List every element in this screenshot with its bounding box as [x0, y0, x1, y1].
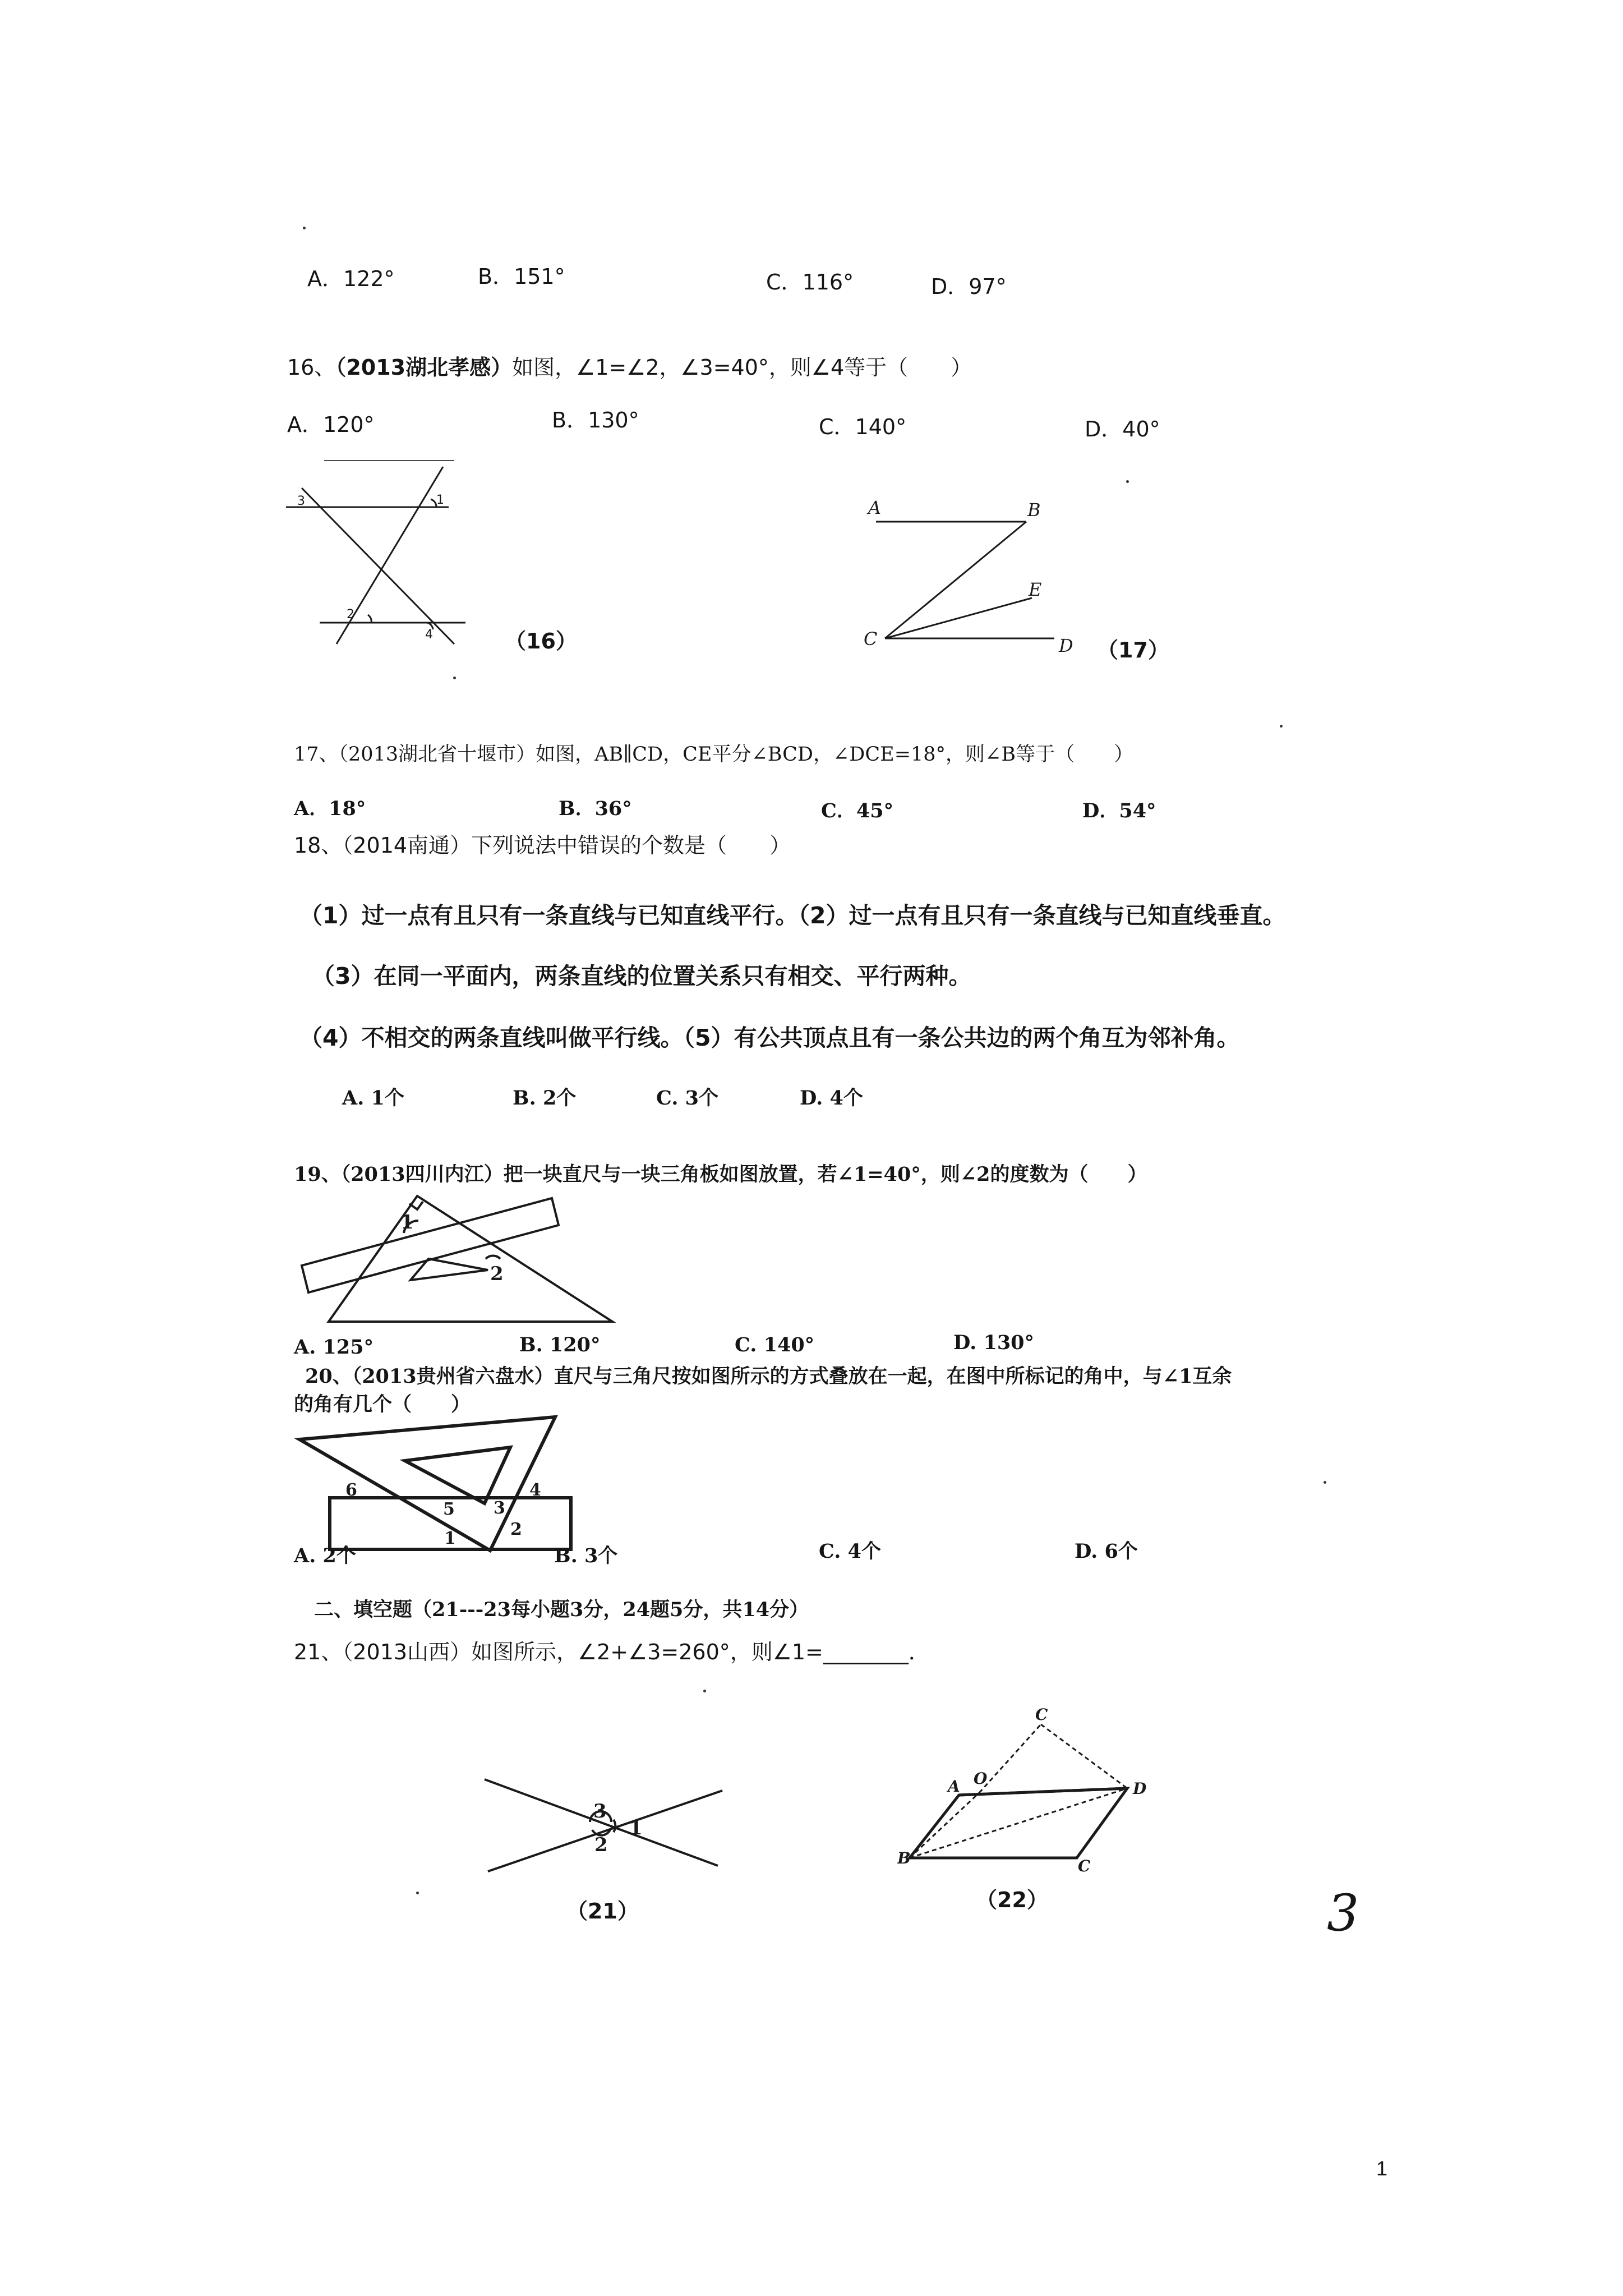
q15-option-c: C．116°: [766, 270, 854, 295]
q20-figure: [294, 1414, 585, 1554]
q21-label-1: 1: [629, 1817, 643, 1839]
q22-line-bo: [910, 1793, 979, 1858]
q19-label-2: 2: [490, 1263, 504, 1285]
scan-speck: [303, 227, 306, 229]
q17-figure-caption: （17）: [1097, 638, 1169, 662]
q20-option-c: C. 4个: [819, 1540, 881, 1563]
q22-figure: [897, 1700, 1189, 1885]
q21-blank: ________: [823, 1640, 909, 1664]
q16-number: 16、: [287, 355, 336, 380]
q16-figure: [286, 460, 533, 645]
q19-label-1: 1: [400, 1211, 414, 1234]
q16-label-1: 1: [436, 493, 444, 507]
q19-option-c: C. 140°: [735, 1333, 815, 1356]
q20-option-a: A. 2个: [294, 1544, 356, 1567]
q18-statement-3: （3）在同一平面内，两条直线的位置关系只有相交、平行两种。: [312, 963, 972, 990]
q16-option-c: C．140°: [819, 415, 907, 439]
q17-figure: [841, 488, 1105, 668]
q21-label-3: 3: [593, 1800, 607, 1823]
q22-label-e: C: [1035, 1705, 1048, 1724]
q18-option-a: A. 1个: [342, 1087, 404, 1110]
q16-option-b: B．130°: [552, 408, 639, 432]
q21-figure-caption: （21）: [566, 1899, 639, 1924]
q20-label-6: 6: [345, 1480, 357, 1500]
q20-set-square-inner: [405, 1447, 510, 1503]
q18-question: 18、（2014南通）下列说法中错误的个数是（ ）: [294, 833, 791, 858]
q20-option-d: D. 6个: [1075, 1540, 1138, 1563]
q16-label-2: 2: [347, 608, 354, 622]
q20-option-b: B. 3个: [554, 1544, 618, 1567]
q17-line-ce: [885, 598, 1032, 638]
q17-option-d: D．54°: [1082, 799, 1156, 822]
q18-option-c: C. 3个: [656, 1087, 718, 1110]
q19-question: 19、（2013四川内江）把一块直尺与一块三角板如图放置，若∠1=40°，则∠2的度数为（ ）: [294, 1163, 1147, 1186]
q22-line-oe: [979, 1724, 1041, 1793]
q17-label-e: E: [1029, 579, 1042, 600]
q16-stem: 如图，∠1=∠2，∠3=40°，则∠4等于（ ）: [512, 355, 972, 380]
handwritten-page-mark: 3: [1327, 1884, 1359, 1943]
q22-figure-caption: （22）: [976, 1888, 1048, 1912]
q18-statement-1-2: （1）过一点有且只有一条直线与已知直线平行。（2）过一点有且只有一条直线与已知直线垂直。: [299, 902, 1286, 929]
q16-option-d: D．40°: [1085, 417, 1160, 441]
q19-option-d: D. 130°: [953, 1331, 1035, 1354]
q15-option-d: D．97°: [931, 274, 1007, 299]
q22-label-o: O: [974, 1769, 988, 1788]
q21-label-2: 2: [594, 1834, 608, 1856]
q18-statement-4-5: （4）不相交的两条直线叫做平行线。（5）有公共顶点且有一条公共边的两个角互为邻补角。: [299, 1024, 1240, 1051]
q16-figure-caption: （16）: [505, 629, 577, 654]
q17-label-a: A: [868, 497, 882, 518]
q20-label-3: 3: [494, 1498, 505, 1518]
q19-triangle: [329, 1196, 612, 1322]
q22-line-bd: [910, 1788, 1127, 1858]
q20-label-5: 5: [443, 1499, 455, 1519]
q18-option-b: B. 2个: [513, 1087, 577, 1110]
q21-angle1-arc: [614, 1820, 615, 1832]
scan-speck: [416, 1892, 419, 1894]
q20-question-line1: 20、（2013贵州省六盘水）直尺与三角尺按如图所示的方式叠放在一起，在图中所标记的角中，与∠1互余: [305, 1365, 1232, 1388]
q22-label-b: B: [897, 1849, 911, 1867]
page-number: 1: [1376, 2157, 1388, 2180]
q17-option-c: C．45°: [821, 799, 894, 822]
q22-label-d: D: [1133, 1779, 1147, 1798]
q22-line-ed: [1041, 1724, 1127, 1788]
q16-transversal-a: [302, 488, 454, 644]
q19-figure: [294, 1187, 619, 1333]
scan-speck: [1126, 480, 1129, 483]
q19-option-b: B. 120°: [519, 1333, 601, 1356]
q17-label-b: B: [1027, 499, 1041, 521]
q20-label-1: 1: [444, 1529, 456, 1548]
q17-line-bc: [885, 522, 1026, 638]
q16-label-4: 4: [425, 628, 433, 642]
q21-text: 21、（2013山西）如图所示，∠2+∠3=260°，则∠1=: [294, 1640, 823, 1664]
q17-label-d: D: [1059, 635, 1073, 656]
q22-label-a: A: [948, 1777, 960, 1796]
q16-angle1-arc: [431, 499, 436, 507]
q16-source: （2013湖北孝感）: [335, 355, 513, 380]
q15-option-b: B．151°: [478, 264, 565, 289]
section-heading: 二、填空题（21---23每小题3分，24题5分，共14分）: [314, 1598, 809, 1621]
q16-label-3: 3: [297, 494, 305, 508]
q17-label-c: C: [864, 628, 878, 650]
q21-end: ．: [908, 1640, 930, 1664]
q17-option-b: B．36°: [559, 797, 632, 820]
q22-diagonal-ad: [959, 1788, 1127, 1795]
q19-option-a: A. 125°: [294, 1336, 374, 1359]
scan-speck: [1280, 725, 1283, 728]
q18-option-d: D. 4个: [800, 1087, 863, 1110]
q17-option-a: A．18°: [294, 797, 366, 820]
scan-speck: [453, 677, 456, 679]
scan-speck: [1324, 1481, 1326, 1484]
q17-question: 17、（2013湖北省十堰市）如图，AB∥CD，CE平分∠BCD，∠DCE=18°，则∠B等于（ ）: [294, 743, 1134, 766]
q16-question: [287, 357, 972, 378]
q20-label-2: 2: [510, 1520, 522, 1539]
q16-angle2-arc: [368, 615, 371, 623]
q16-option-a: A．120°: [287, 412, 375, 437]
scan-speck: [703, 1690, 706, 1692]
q21-figure: [482, 1767, 729, 1879]
q20-question-line2: 的角有几个（ ）: [294, 1393, 471, 1416]
q19-angle2-arc: [486, 1255, 500, 1259]
q21-question: [294, 1641, 930, 1663]
q20-label-4: 4: [529, 1480, 541, 1500]
q22-label-c: C: [1078, 1857, 1091, 1875]
q15-option-a: A．122°: [307, 266, 395, 291]
